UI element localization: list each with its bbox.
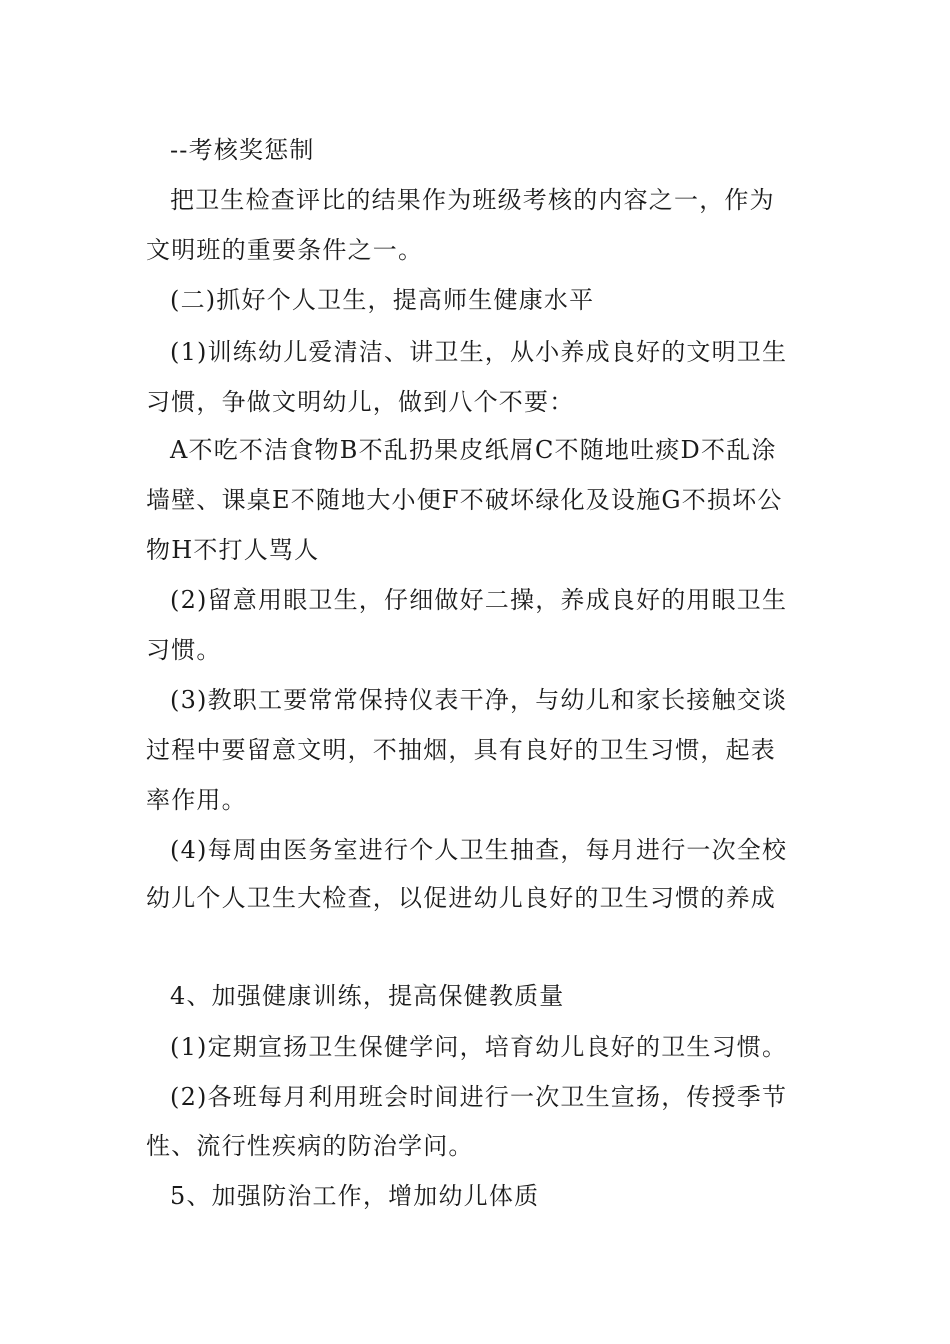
text-line: A不吃不洁食物B不乱扔果皮纸屑C不随地吐痰D不乱涂 — [170, 436, 777, 464]
text-line: 习惯。 — [146, 636, 222, 664]
text-line: 把卫生检查评比的结果作为班级考核的内容之一，作为 — [170, 186, 775, 214]
text-line: 性、流行性疾病的防治学问。 — [146, 1132, 474, 1160]
text-line: (1)训练幼儿爱清洁、讲卫生，从小养成良好的文明卫生 — [170, 338, 788, 366]
text-line: 幼儿个人卫生大检查，以促进幼儿良好的卫生习惯的养成 — [146, 884, 776, 912]
text-line: (1)定期宣扬卫生保健学问，培育幼儿良好的卫生习惯。 — [170, 1033, 788, 1061]
text-line: 4、加强健康训练，提高保健教质量 — [170, 982, 565, 1010]
text-line: 5、加强防治工作，增加幼儿体质 — [170, 1182, 540, 1210]
text-line: (2)留意用眼卫生，仔细做好二操，养成良好的用眼卫生 — [170, 586, 788, 614]
text-line: (2)各班每月利用班会时间进行一次卫生宣扬，传授季节 — [170, 1083, 788, 1111]
text-line: (3)教职工要常常保持仪表干净，与幼儿和家长接触交谈 — [170, 686, 788, 714]
text-line: 物H不打人骂人 — [146, 536, 320, 564]
text-line: (二)抓好个人卫生，提高师生健康水平 — [170, 286, 595, 314]
text-line: 习惯，争做文明幼儿，做到八个不要： — [146, 388, 575, 416]
text-line: 过程中要留意文明，不抽烟，具有良好的卫生习惯，起表 — [146, 736, 776, 764]
text-line: 墙壁、课桌E不随地大小便F不破坏绿化及设施G不损坏公 — [146, 486, 783, 514]
text-line: 率作用。 — [146, 786, 247, 814]
text-line: 文明班的重要条件之一。 — [146, 236, 424, 264]
text-line: (4)每周由医务室进行个人卫生抽查，每月进行一次全校 — [170, 836, 788, 864]
text-line: --考核奖惩制 — [170, 136, 315, 164]
